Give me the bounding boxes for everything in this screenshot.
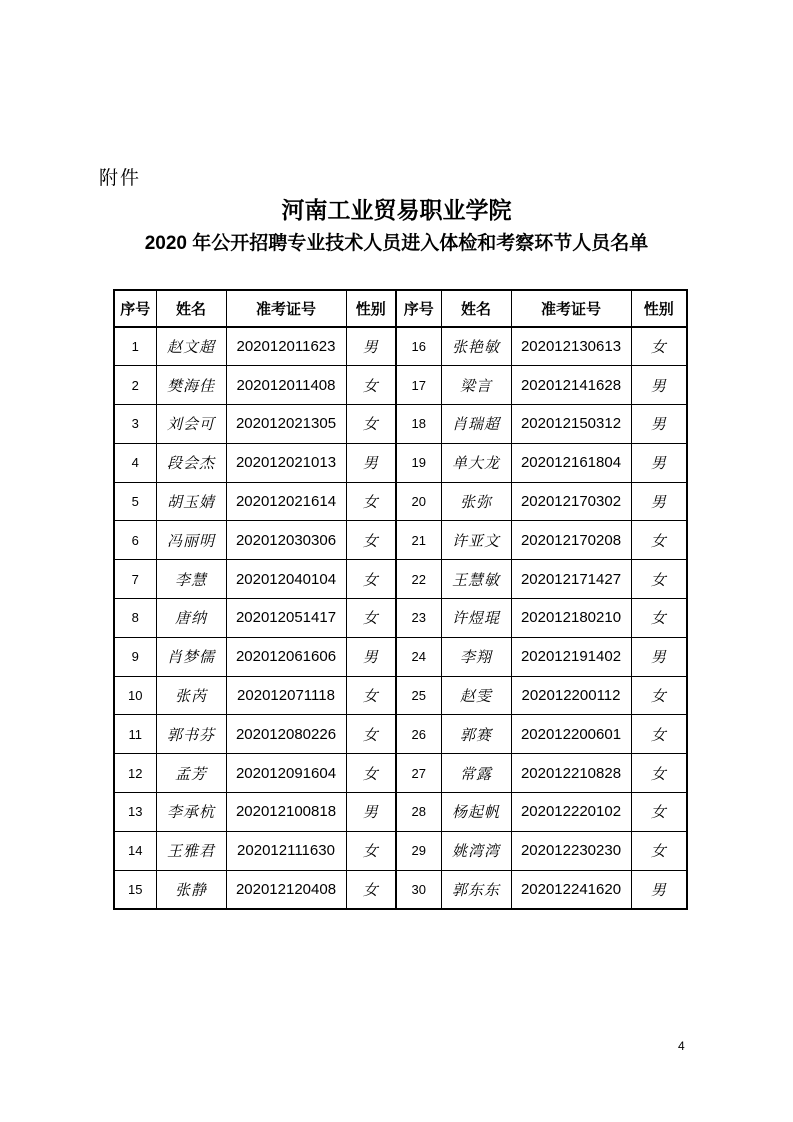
cell-name: 许煜琨 bbox=[441, 599, 511, 638]
cell-serial: 6 bbox=[114, 521, 156, 560]
cell-exam-id: 202012030306 bbox=[226, 521, 346, 560]
table-row bbox=[114, 754, 687, 793]
table-header bbox=[114, 290, 687, 327]
cell-serial: 26 bbox=[396, 715, 441, 754]
cell-name: 梁言 bbox=[441, 366, 511, 405]
cell-exam-id: 202012141628 bbox=[511, 366, 631, 405]
header-cell-name: 姓名 bbox=[441, 290, 511, 327]
cell-gender: 女 bbox=[346, 560, 396, 599]
cell-exam-id: 202012230230 bbox=[511, 831, 631, 870]
cell-exam-id: 202012170302 bbox=[511, 482, 631, 521]
cell-exam-id: 202012180210 bbox=[511, 599, 631, 638]
table-row bbox=[114, 366, 687, 405]
header-cell-gender: 性别 bbox=[346, 290, 396, 327]
cell-serial: 14 bbox=[114, 831, 156, 870]
cell-serial: 2 bbox=[114, 366, 156, 405]
cell-serial: 17 bbox=[396, 366, 441, 405]
cell-name: 刘会可 bbox=[156, 405, 226, 444]
cell-exam-id: 202012200112 bbox=[511, 676, 631, 715]
cell-name: 王慧敏 bbox=[441, 560, 511, 599]
cell-name: 樊海佳 bbox=[156, 366, 226, 405]
cell-serial: 12 bbox=[114, 754, 156, 793]
cell-exam-id: 202012051417 bbox=[226, 599, 346, 638]
cell-gender: 男 bbox=[631, 637, 687, 676]
document-title: 河南工业贸易职业学院 bbox=[281, 197, 512, 223]
page-number: 4 bbox=[678, 1039, 685, 1053]
cell-serial: 20 bbox=[396, 482, 441, 521]
table-row bbox=[114, 521, 687, 560]
cell-exam-id: 202012170208 bbox=[511, 521, 631, 560]
table-row bbox=[114, 793, 687, 832]
table-row bbox=[114, 870, 687, 909]
header-cell-gender: 性别 bbox=[631, 290, 687, 327]
cell-gender: 男 bbox=[346, 793, 396, 832]
cell-exam-id: 202012080226 bbox=[226, 715, 346, 754]
table-body bbox=[114, 327, 687, 909]
cell-serial: 7 bbox=[114, 560, 156, 599]
cell-gender: 女 bbox=[346, 482, 396, 521]
cell-serial: 22 bbox=[396, 560, 441, 599]
table-row bbox=[114, 482, 687, 521]
cell-exam-id: 202012161804 bbox=[511, 443, 631, 482]
cell-gender: 男 bbox=[631, 405, 687, 444]
cell-serial: 3 bbox=[114, 405, 156, 444]
cell-exam-id: 202012171427 bbox=[511, 560, 631, 599]
cell-gender: 男 bbox=[346, 443, 396, 482]
table-row bbox=[114, 599, 687, 638]
cell-gender: 女 bbox=[631, 599, 687, 638]
table-row bbox=[114, 637, 687, 676]
cell-exam-id: 202012200601 bbox=[511, 715, 631, 754]
table-row bbox=[114, 405, 687, 444]
attachment-label: 附件 bbox=[99, 168, 142, 189]
cell-gender: 女 bbox=[631, 560, 687, 599]
cell-name: 李慧 bbox=[156, 560, 226, 599]
cell-gender: 男 bbox=[631, 443, 687, 482]
cell-name: 郭赛 bbox=[441, 715, 511, 754]
cell-gender: 女 bbox=[631, 754, 687, 793]
table-row bbox=[114, 327, 687, 366]
cell-serial: 28 bbox=[396, 793, 441, 832]
cell-name: 张艳敏 bbox=[441, 327, 511, 366]
cell-exam-id: 202012040104 bbox=[226, 560, 346, 599]
header-cell-serial: 序号 bbox=[396, 290, 441, 327]
cell-serial: 4 bbox=[114, 443, 156, 482]
cell-gender: 女 bbox=[631, 327, 687, 366]
cell-name: 段会杰 bbox=[156, 443, 226, 482]
cell-name: 李翔 bbox=[441, 637, 511, 676]
cell-exam-id: 202012191402 bbox=[511, 637, 631, 676]
cell-gender: 男 bbox=[631, 482, 687, 521]
cell-name: 郭书芬 bbox=[156, 715, 226, 754]
cell-serial: 23 bbox=[396, 599, 441, 638]
cell-name: 张静 bbox=[156, 870, 226, 909]
cell-gender: 男 bbox=[346, 327, 396, 366]
cell-name: 赵雯 bbox=[441, 676, 511, 715]
cell-name: 杨起帆 bbox=[441, 793, 511, 832]
cell-serial: 15 bbox=[114, 870, 156, 909]
cell-exam-id: 202012021305 bbox=[226, 405, 346, 444]
header-cell-exam-id: 准考证号 bbox=[511, 290, 631, 327]
cell-exam-id: 202012150312 bbox=[511, 405, 631, 444]
cell-gender: 女 bbox=[346, 715, 396, 754]
cell-exam-id: 202012021614 bbox=[226, 482, 346, 521]
table-row bbox=[114, 831, 687, 870]
cell-serial: 29 bbox=[396, 831, 441, 870]
table-row bbox=[114, 560, 687, 599]
cell-gender: 男 bbox=[631, 366, 687, 405]
cell-exam-id: 202012071118 bbox=[226, 676, 346, 715]
cell-exam-id: 202012061606 bbox=[226, 637, 346, 676]
cell-serial: 9 bbox=[114, 637, 156, 676]
cell-gender: 女 bbox=[346, 754, 396, 793]
cell-serial: 27 bbox=[396, 754, 441, 793]
cell-exam-id: 202012011623 bbox=[226, 327, 346, 366]
roster-table bbox=[113, 289, 688, 910]
cell-name: 肖瑞超 bbox=[441, 405, 511, 444]
cell-exam-id: 202012210828 bbox=[511, 754, 631, 793]
cell-name: 王雅君 bbox=[156, 831, 226, 870]
cell-gender: 女 bbox=[346, 405, 396, 444]
cell-serial: 21 bbox=[396, 521, 441, 560]
cell-gender: 女 bbox=[631, 715, 687, 754]
cell-exam-id: 202012220102 bbox=[511, 793, 631, 832]
header-cell-exam-id: 准考证号 bbox=[226, 290, 346, 327]
cell-exam-id: 202012120408 bbox=[226, 870, 346, 909]
cell-exam-id: 202012241620 bbox=[511, 870, 631, 909]
cell-name: 胡玉婧 bbox=[156, 482, 226, 521]
cell-serial: 1 bbox=[114, 327, 156, 366]
cell-name: 郭东东 bbox=[441, 870, 511, 909]
table-row bbox=[114, 443, 687, 482]
cell-serial: 24 bbox=[396, 637, 441, 676]
table-row bbox=[114, 676, 687, 715]
cell-name: 单大龙 bbox=[441, 443, 511, 482]
cell-gender: 女 bbox=[346, 521, 396, 560]
cell-exam-id: 202012011408 bbox=[226, 366, 346, 405]
cell-name: 张芮 bbox=[156, 676, 226, 715]
cell-exam-id: 202012091604 bbox=[226, 754, 346, 793]
cell-serial: 30 bbox=[396, 870, 441, 909]
cell-serial: 18 bbox=[396, 405, 441, 444]
header-cell-serial: 序号 bbox=[114, 290, 156, 327]
header-cell-name: 姓名 bbox=[156, 290, 226, 327]
cell-name: 冯丽明 bbox=[156, 521, 226, 560]
cell-gender: 女 bbox=[631, 521, 687, 560]
cell-serial: 16 bbox=[396, 327, 441, 366]
cell-exam-id: 202012111630 bbox=[226, 831, 346, 870]
cell-serial: 19 bbox=[396, 443, 441, 482]
cell-gender: 女 bbox=[346, 831, 396, 870]
cell-gender: 女 bbox=[631, 676, 687, 715]
cell-exam-id: 202012100818 bbox=[226, 793, 346, 832]
cell-serial: 25 bbox=[396, 676, 441, 715]
cell-gender: 女 bbox=[346, 870, 396, 909]
cell-serial: 8 bbox=[114, 599, 156, 638]
cell-name: 许亚文 bbox=[441, 521, 511, 560]
cell-exam-id: 202012021013 bbox=[226, 443, 346, 482]
cell-exam-id: 202012130613 bbox=[511, 327, 631, 366]
cell-name: 常露 bbox=[441, 754, 511, 793]
cell-name: 肖梦儒 bbox=[156, 637, 226, 676]
cell-gender: 男 bbox=[346, 637, 396, 676]
cell-name: 张弥 bbox=[441, 482, 511, 521]
cell-gender: 女 bbox=[346, 676, 396, 715]
table-row bbox=[114, 715, 687, 754]
cell-name: 赵文超 bbox=[156, 327, 226, 366]
cell-gender: 男 bbox=[631, 870, 687, 909]
cell-serial: 10 bbox=[114, 676, 156, 715]
cell-serial: 11 bbox=[114, 715, 156, 754]
cell-name: 孟芳 bbox=[156, 754, 226, 793]
cell-serial: 13 bbox=[114, 793, 156, 832]
cell-gender: 女 bbox=[346, 599, 396, 638]
cell-name: 李承杭 bbox=[156, 793, 226, 832]
cell-gender: 女 bbox=[631, 793, 687, 832]
cell-gender: 女 bbox=[631, 831, 687, 870]
table-header-row bbox=[114, 290, 687, 327]
cell-gender: 女 bbox=[346, 366, 396, 405]
document-subtitle: 2020 年公开招聘专业技术人员进入体检和考察环节人员名单 bbox=[144, 233, 649, 254]
cell-name: 姚湾湾 bbox=[441, 831, 511, 870]
cell-name: 唐纳 bbox=[156, 599, 226, 638]
cell-serial: 5 bbox=[114, 482, 156, 521]
